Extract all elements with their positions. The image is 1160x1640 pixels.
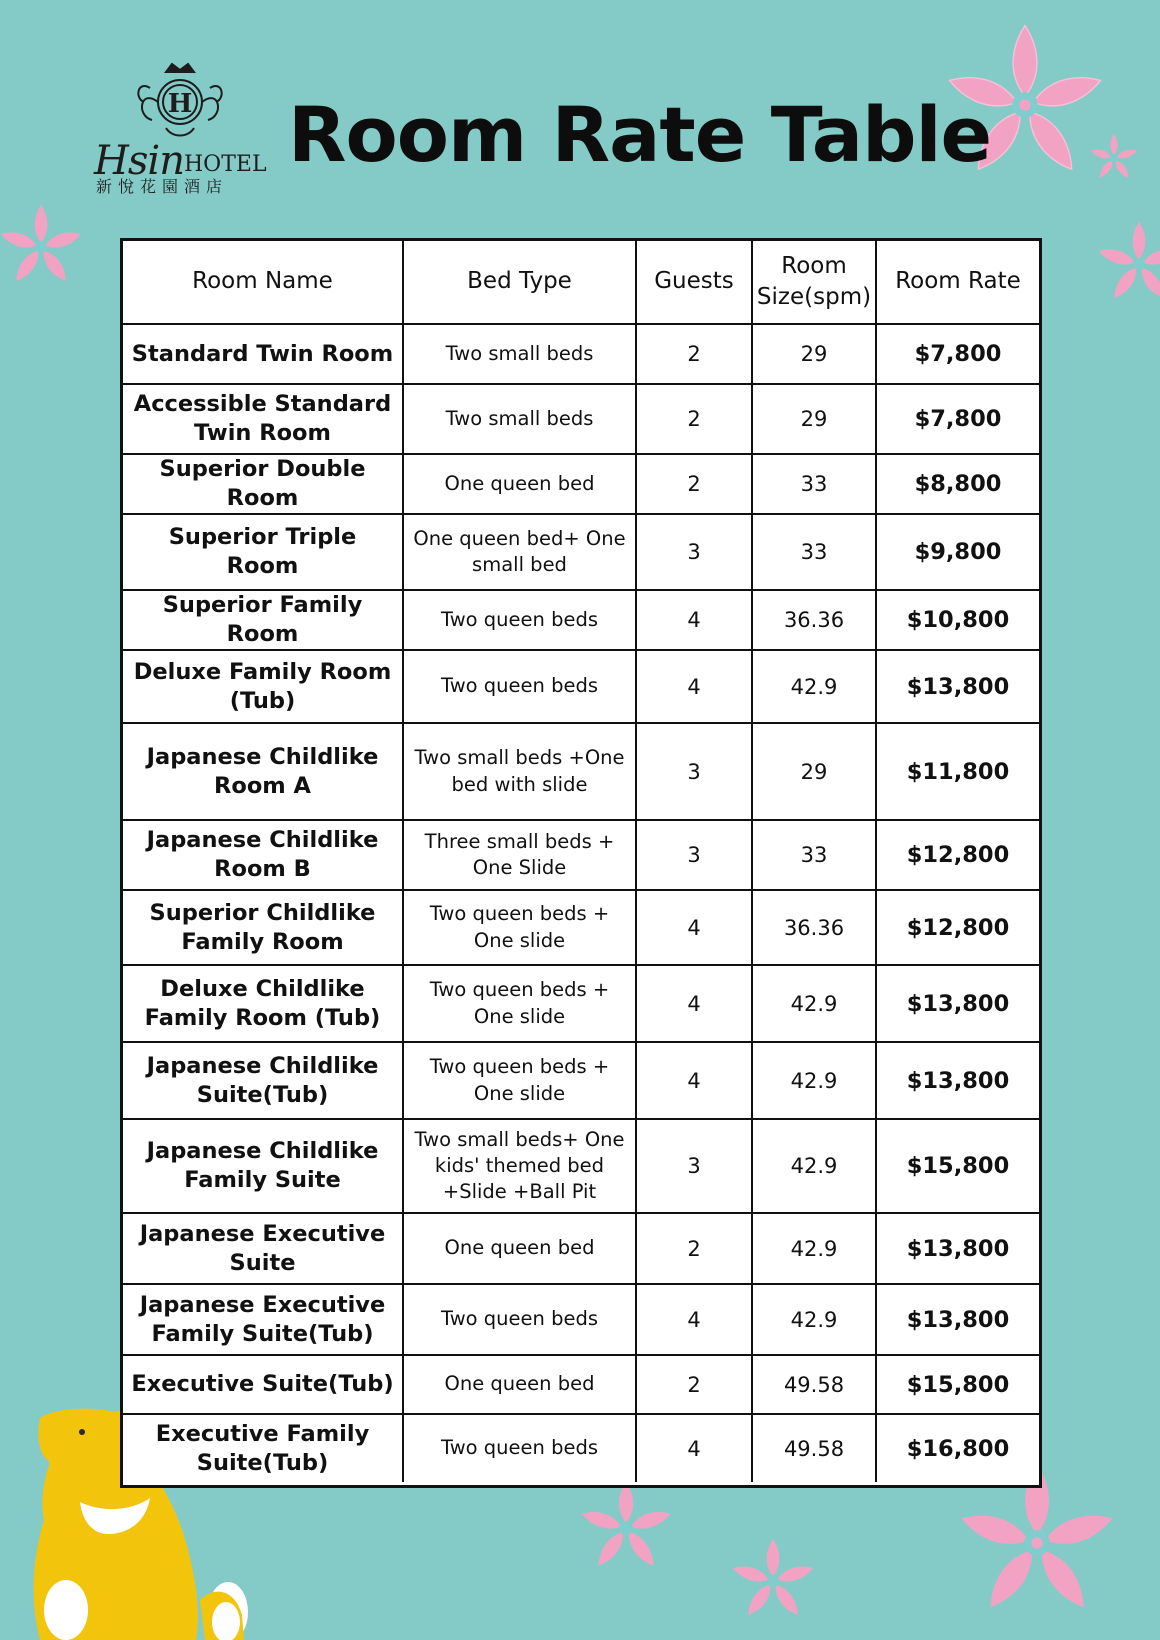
bed-type-cell: Two small beds+ One kids' themed bed +Slide +Ball Pit <box>404 1120 637 1214</box>
guests-cell: 4 <box>637 651 753 724</box>
bed-type-cell: Two small beds <box>404 385 637 455</box>
guests-cell: 4 <box>637 1285 753 1356</box>
guests-cell: 2 <box>637 325 753 385</box>
header-room-name: Room Name <box>123 241 404 325</box>
header-room-rate: Room Rate <box>877 241 1039 325</box>
room-name-cell: Deluxe Childlike Family Room (Tub) <box>123 966 404 1043</box>
guests-cell: 3 <box>637 1120 753 1214</box>
room-rate-cell: $7,800 <box>877 385 1039 455</box>
room-rate-cell: $11,800 <box>877 724 1039 821</box>
room-size-cell: 33 <box>753 821 877 891</box>
room-name-cell: Deluxe Family Room (Tub) <box>123 651 404 724</box>
room-name-cell: Superior Triple Room <box>123 515 404 591</box>
room-name-cell: Accessible Standard Twin Room <box>123 385 404 455</box>
bed-type-cell: Two queen beds <box>404 1285 637 1356</box>
guests-cell: 2 <box>637 1356 753 1415</box>
header-room-size: Room Size(spm) <box>753 241 877 325</box>
room-name-cell: Japanese Childlike Room B <box>123 821 404 891</box>
room-size-cell: 29 <box>753 325 877 385</box>
room-rate-cell: $13,800 <box>877 1043 1039 1120</box>
room-name-cell: Superior Family Room <box>123 591 404 651</box>
header-guests: Guests <box>637 241 753 325</box>
guests-cell: 2 <box>637 1214 753 1285</box>
flower-decoration-bottom-center <box>576 1478 676 1578</box>
room-name-cell: Standard Twin Room <box>123 325 404 385</box>
logo-chinese-name: 新悅花園酒店 <box>96 177 229 196</box>
room-rate-cell: $13,800 <box>877 1214 1039 1285</box>
room-rate-cell: $8,800 <box>877 455 1039 515</box>
room-size-cell: 42.9 <box>753 1120 877 1214</box>
flower-decoration-right <box>1094 214 1160 314</box>
header-bed-type: Bed Type <box>404 241 637 325</box>
room-rate-cell: $13,800 <box>877 966 1039 1043</box>
room-rate-cell: $13,800 <box>877 1285 1039 1356</box>
bed-type-cell: Two queen beds + One slide <box>404 1043 637 1120</box>
room-size-cell: 49.58 <box>753 1415 877 1482</box>
flower-decoration-small-top-right <box>1088 132 1140 184</box>
room-rate-cell: $12,800 <box>877 821 1039 891</box>
room-name-cell: Japanese Childlike Room A <box>123 724 404 821</box>
bed-type-cell: Two queen beds + One slide <box>404 966 637 1043</box>
guests-cell: 4 <box>637 1043 753 1120</box>
bed-type-cell: One queen bed+ One small bed <box>404 515 637 591</box>
bed-type-cell: Two small beds <box>404 325 637 385</box>
bed-type-cell: Two small beds +One bed with slide <box>404 724 637 821</box>
guests-cell: 3 <box>637 515 753 591</box>
guests-cell: 2 <box>637 385 753 455</box>
room-size-cell: 42.9 <box>753 966 877 1043</box>
bed-type-cell: Two queen beds <box>404 651 637 724</box>
room-name-cell: Superior Childlike Family Room <box>123 891 404 966</box>
room-size-cell: 49.58 <box>753 1356 877 1415</box>
room-size-cell: 33 <box>753 455 877 515</box>
bed-type-cell: Two queen beds <box>404 1415 637 1482</box>
guests-cell: 4 <box>637 591 753 651</box>
room-rate-cell: $15,800 <box>877 1120 1039 1214</box>
room-size-cell: 42.9 <box>753 1285 877 1356</box>
logo-hotel-word: HOTEL <box>184 152 267 177</box>
guests-cell: 4 <box>637 1415 753 1482</box>
room-name-cell: Japanese Executive Suite <box>123 1214 404 1285</box>
bed-type-cell: Two queen beds <box>404 591 637 651</box>
room-size-cell: 42.9 <box>753 1043 877 1120</box>
logo-monogram: H <box>167 89 193 119</box>
flower-decoration-left <box>0 192 86 302</box>
bed-type-cell: Two queen beds + One slide <box>404 891 637 966</box>
room-name-cell: Japanese Childlike Family Suite <box>123 1120 404 1214</box>
bed-type-cell: Three small beds + One Slide <box>404 821 637 891</box>
bed-type-cell: One queen bed <box>404 1356 637 1415</box>
room-name-cell: Executive Suite(Tub) <box>123 1356 404 1415</box>
logo-script-name: Hsin <box>94 138 184 184</box>
hotel-logo <box>88 58 268 198</box>
room-size-cell: 29 <box>753 385 877 455</box>
room-size-cell: 42.9 <box>753 651 877 724</box>
crest-icon <box>130 58 230 142</box>
room-rate-cell: $13,800 <box>877 651 1039 724</box>
room-rate-table <box>120 238 1042 1488</box>
guests-cell: 4 <box>637 891 753 966</box>
room-rate-cell: $15,800 <box>877 1356 1039 1415</box>
room-rate-cell: $12,800 <box>877 891 1039 966</box>
guests-cell: 3 <box>637 724 753 821</box>
room-name-cell: Japanese Executive Family Suite(Tub) <box>123 1285 404 1356</box>
room-name-cell: Executive Family Suite(Tub) <box>123 1415 404 1482</box>
room-rate-cell: $10,800 <box>877 591 1039 651</box>
guests-cell: 3 <box>637 821 753 891</box>
room-size-cell: 36.36 <box>753 591 877 651</box>
room-rate-cell: $16,800 <box>906 1435 1010 1462</box>
bed-type-cell: One queen bed <box>404 455 637 515</box>
room-rate-cell: $9,800 <box>877 515 1039 591</box>
guests-cell: 2 <box>637 455 753 515</box>
room-size-cell: 29 <box>753 724 877 821</box>
room-size-cell: 36.36 <box>753 891 877 966</box>
bed-type-cell: One queen bed <box>404 1214 637 1285</box>
room-name-cell: Japanese Childlike Suite(Tub) <box>123 1043 404 1120</box>
page-title: Room Rate Table <box>288 90 992 179</box>
room-rate-cell: $7,800 <box>877 325 1039 385</box>
flower-decoration-bottom-mid <box>728 1536 818 1626</box>
guests-cell: 4 <box>637 966 753 1043</box>
room-name-cell: Superior Double Room <box>123 455 404 515</box>
room-size-cell: 42.9 <box>753 1214 877 1285</box>
room-size-cell: 33 <box>753 515 877 591</box>
